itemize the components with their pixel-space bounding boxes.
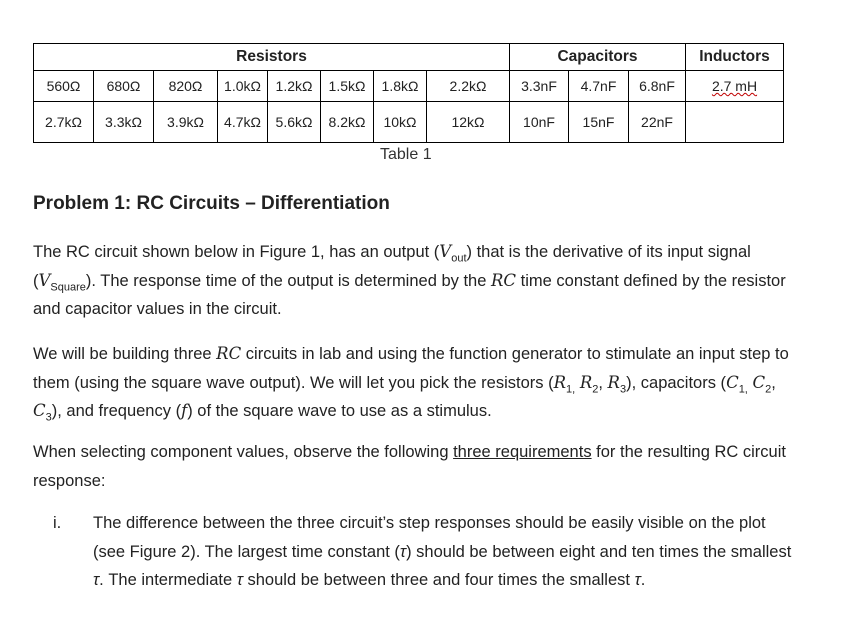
three-requirements-text: three requirements (453, 443, 592, 461)
table-cell: 680Ω (94, 71, 154, 102)
table-row (34, 71, 784, 102)
table-cell: 1.8kΩ (374, 71, 427, 102)
table-caption: Table 1 (380, 146, 432, 163)
table-cell: 3.9kΩ (154, 102, 218, 143)
table-cell: 4.7nF (569, 71, 629, 102)
table-cell: 2.2kΩ (427, 71, 510, 102)
table-row (34, 102, 784, 143)
inductors-header: Inductors (686, 44, 784, 71)
table-cell: 3.3nF (510, 71, 569, 102)
table-cell: 2.7kΩ (34, 102, 94, 143)
table-cell: 560Ω (34, 71, 94, 102)
table-cell: 10nF (510, 102, 569, 143)
table-cell: 22nF (629, 102, 686, 143)
table-cell: 6.8nF (629, 71, 686, 102)
table-cell: 12kΩ (427, 102, 510, 143)
table-cell: 1.5kΩ (321, 71, 374, 102)
table-cell: 3.3kΩ (94, 102, 154, 143)
table-cell: 5.6kΩ (268, 102, 321, 143)
table-cell (686, 71, 784, 102)
table-cell: 820Ω (154, 71, 218, 102)
list-number: i. (53, 514, 62, 532)
problem-heading: Problem 1: RC Circuits – Differentiation (33, 193, 390, 214)
component-table (33, 43, 784, 143)
table-cell: 1.0kΩ (218, 71, 268, 102)
inductor-value: 2.7 mH (711, 78, 758, 94)
table-cell: 10kΩ (374, 102, 427, 143)
paragraph-requirements: When selecting component values, observe the following three requirements for the resulting RC circuit response: (33, 443, 786, 490)
resistors-header: Resistors (34, 44, 510, 71)
paragraph-intro: The RC circuit shown below in Figure 1, has an output $(V_{out})$ that is the derivative of its input signal $(V_{Square})$. The response time of the output is determined by the RC time constant defined by the resistor and capacitor values in the circuit. (33, 242, 786, 318)
list-item-text: The difference between the three circuit’s step responses should be easily visible on the plot (see Figure 2). The largest time constant (τ) should be between eight and ten times the smallest τ. The intermediate τ should be between three and four times the smallest τ. (93, 514, 792, 589)
table-cell (686, 102, 784, 143)
table-cell: 8.2kΩ (321, 102, 374, 143)
paragraph-lab: We will be building three RC circuits in lab and using the function generator to stimulate an input step to them (using the square wave output). We will let you pick the resistors ($R_{1,}$ $R_2$, $R_3$), capacitors ($C_{1,}$ $C_2$, $C_3$), and frequency (f) of the square wave to use as a stimulus. (33, 344, 789, 424)
table-cell: 1.2kΩ (268, 71, 321, 102)
table-cell: 4.7kΩ (218, 102, 268, 143)
table-cell: 15nF (569, 102, 629, 143)
capacitors-header: Capacitors (510, 44, 686, 71)
